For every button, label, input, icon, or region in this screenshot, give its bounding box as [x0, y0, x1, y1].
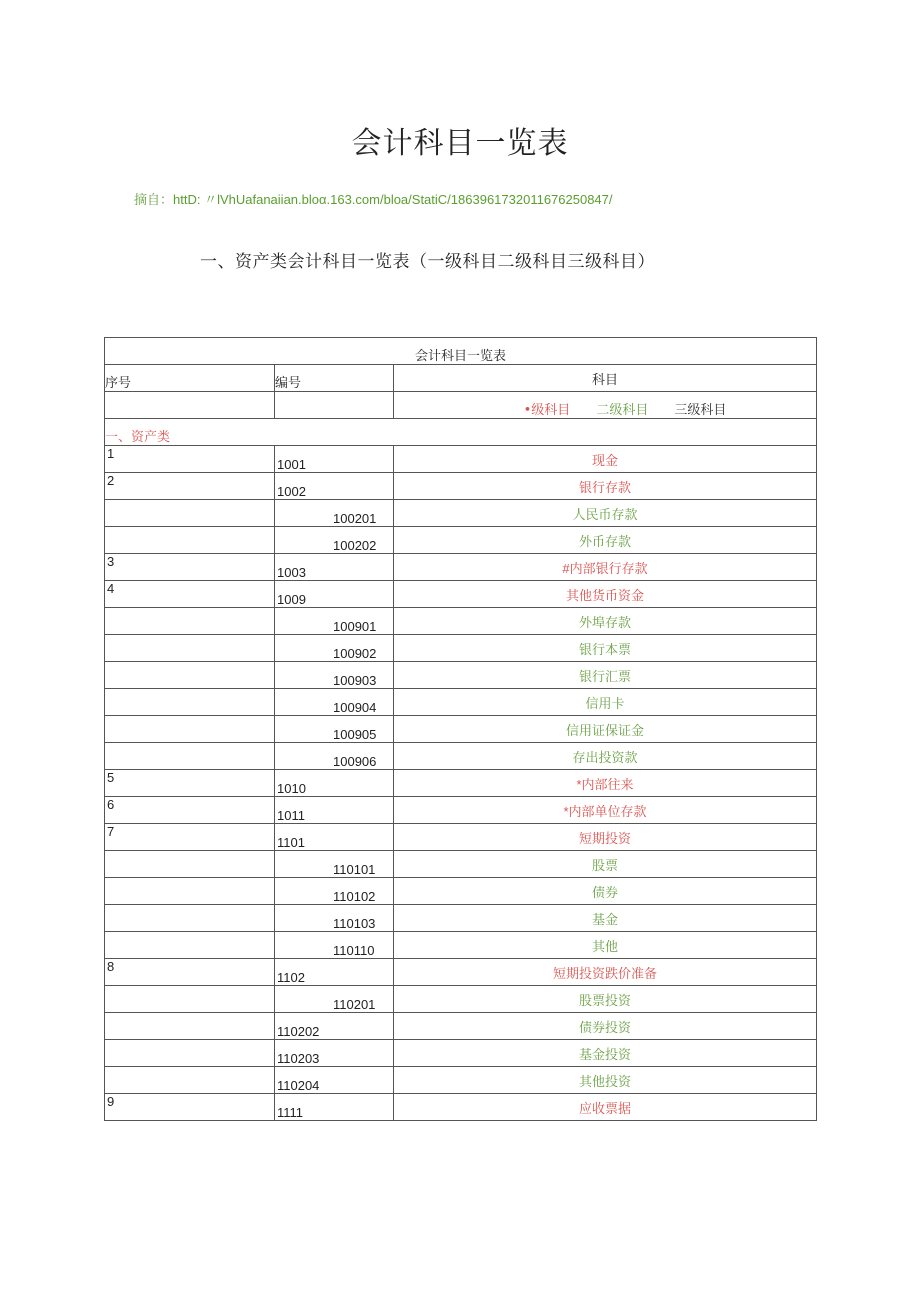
document-title: 会计科目一览表 [351, 126, 569, 161]
row-subject: 基金投资 [394, 1040, 817, 1067]
table-row [105, 500, 817, 527]
row-code: 110101 [275, 851, 394, 878]
section-heading: 一、资产类 [105, 419, 817, 446]
row-seq [105, 716, 275, 743]
row-seq: 3 [105, 554, 275, 581]
row-seq [105, 662, 275, 689]
row-subject: 股票 [394, 851, 817, 878]
row-code: 1001 [275, 446, 394, 473]
row-seq [105, 500, 275, 527]
document-subtitle: 一、资产类会计科目一览表（一级科目二级科目三级科目） [200, 252, 655, 272]
row-seq: 8 [105, 959, 275, 986]
row-seq [105, 743, 275, 770]
row-seq: 1 [105, 446, 275, 473]
row-seq [105, 608, 275, 635]
row-code: 1102 [275, 959, 394, 986]
row-subject: 应收票据 [394, 1094, 817, 1121]
header-subject: 科目 [394, 365, 817, 392]
accounts-table [104, 337, 817, 1121]
row-code: 1111 [275, 1094, 394, 1121]
row-code: 100906 [275, 743, 394, 770]
row-code: 110110 [275, 932, 394, 959]
table-row [105, 878, 817, 905]
source-url[interactable]: httD: 〃lVhUafanaiian.bloα.163.com/bloa/StatiC/1863961732011676250847/ [173, 192, 613, 207]
table-row [105, 662, 817, 689]
source-prefix: 摘自： [134, 192, 174, 207]
row-seq: 4 [105, 581, 275, 608]
row-subject: 银行存款 [394, 473, 817, 500]
row-subject: 现金 [394, 446, 817, 473]
row-subject: 其他投资 [394, 1067, 817, 1094]
row-code: 110201 [275, 986, 394, 1013]
row-subject: 信用证保证金 [394, 716, 817, 743]
row-subject: 信用卡 [394, 689, 817, 716]
level-header-empty-code [275, 392, 394, 419]
row-seq [105, 905, 275, 932]
row-code: 1002 [275, 473, 394, 500]
row-seq [105, 1040, 275, 1067]
row-subject: 短期投资跌价准备 [394, 959, 817, 986]
row-seq [105, 986, 275, 1013]
level-header-empty-seq [105, 392, 275, 419]
table-row [105, 554, 817, 581]
table-row [105, 527, 817, 554]
table-title: 会计科目一览表 [105, 338, 817, 365]
table-row [105, 1013, 817, 1040]
table-row [105, 905, 817, 932]
row-subject: 银行本票 [394, 635, 817, 662]
table-row [105, 716, 817, 743]
table-row [105, 1067, 817, 1094]
row-subject: 人民币存款 [394, 500, 817, 527]
section-row [105, 419, 817, 446]
level-header-row [105, 392, 817, 419]
table-row [105, 1094, 817, 1121]
row-code: 1011 [275, 797, 394, 824]
header-code: 编号 [275, 365, 394, 392]
row-code: 1010 [275, 770, 394, 797]
row-seq [105, 932, 275, 959]
table-row [105, 581, 817, 608]
row-subject: 其他 [394, 932, 817, 959]
row-code: 110204 [275, 1067, 394, 1094]
level-1-label: •级科目 [523, 403, 571, 418]
row-seq [105, 878, 275, 905]
row-seq: 7 [105, 824, 275, 851]
row-seq: 6 [105, 797, 275, 824]
row-seq [105, 851, 275, 878]
row-subject: 股票投资 [394, 986, 817, 1013]
row-seq: 2 [105, 473, 275, 500]
table-row [105, 743, 817, 770]
row-seq [105, 689, 275, 716]
level-3-label: 三级科目 [674, 403, 727, 418]
table-row [105, 851, 817, 878]
row-code: 110203 [275, 1040, 394, 1067]
row-subject: 外埠存款 [394, 608, 817, 635]
row-subject: 存出投资款 [394, 743, 817, 770]
table-row [105, 959, 817, 986]
row-seq [105, 1067, 275, 1094]
table-title-row [105, 338, 817, 365]
row-subject: *内部单位存款 [394, 797, 817, 824]
row-subject: 短期投资 [394, 824, 817, 851]
table-row [105, 473, 817, 500]
row-subject: 其他货币资金 [394, 581, 817, 608]
table-row [105, 824, 817, 851]
row-code: 100902 [275, 635, 394, 662]
row-seq [105, 635, 275, 662]
row-subject: 债券投资 [394, 1013, 817, 1040]
row-subject: 外币存款 [394, 527, 817, 554]
table-row [105, 986, 817, 1013]
source-line [134, 189, 613, 208]
table-row [105, 932, 817, 959]
row-subject: 基金 [394, 905, 817, 932]
row-code: 100904 [275, 689, 394, 716]
row-code: 100905 [275, 716, 394, 743]
row-code: 110102 [275, 878, 394, 905]
row-subject: 银行汇票 [394, 662, 817, 689]
row-code: 110202 [275, 1013, 394, 1040]
row-subject: 债券 [394, 878, 817, 905]
row-code: 1009 [275, 581, 394, 608]
table-row [105, 770, 817, 797]
row-seq [105, 527, 275, 554]
row-subject: #内部银行存款 [394, 554, 817, 581]
header-row [105, 365, 817, 392]
row-code: 100903 [275, 662, 394, 689]
row-subject: *内部往来 [394, 770, 817, 797]
level-header-cell [394, 392, 817, 419]
row-code: 110103 [275, 905, 394, 932]
header-seq: 序号 [105, 365, 275, 392]
row-code: 100901 [275, 608, 394, 635]
row-code: 100202 [275, 527, 394, 554]
table-row [105, 608, 817, 635]
level-2-label: 二级科目 [596, 403, 649, 418]
row-seq: 9 [105, 1094, 275, 1121]
row-code: 1003 [275, 554, 394, 581]
row-seq [105, 1013, 275, 1040]
row-seq: 5 [105, 770, 275, 797]
table-row [105, 1040, 817, 1067]
row-code: 100201 [275, 500, 394, 527]
table-row [105, 797, 817, 824]
row-code: 1101 [275, 824, 394, 851]
table-row [105, 635, 817, 662]
table-row [105, 446, 817, 473]
table-row [105, 689, 817, 716]
